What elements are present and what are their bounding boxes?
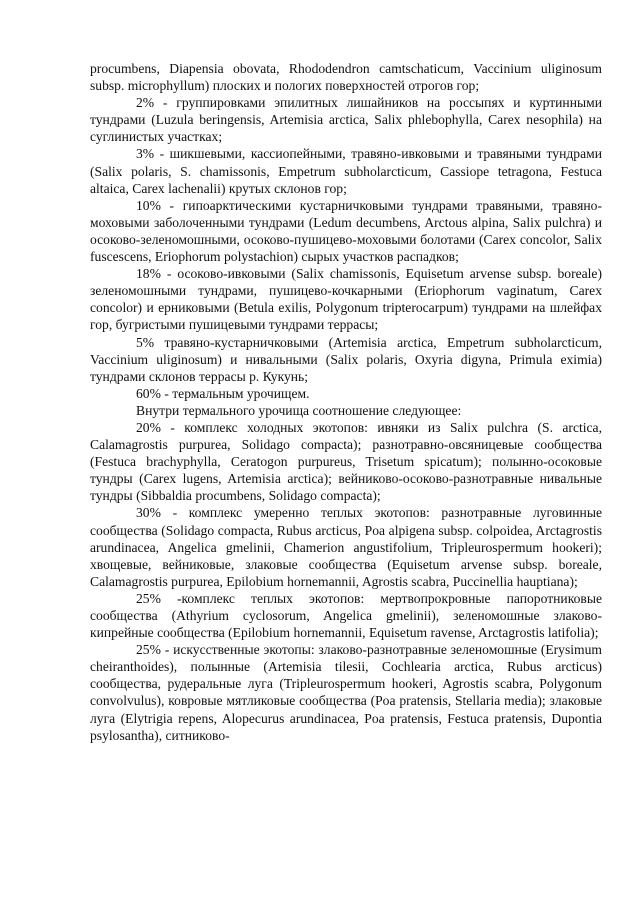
paragraph-cold-ecotopes: 20% - комплекс холодных экотопов: ивняки из Salix pulchra (S. arctica, Calamagrostis purpurea, Solidago compacta); разнотравно-овсяницевые сообщества (Festuca brachyphylla, Ceratogon purpureus, Trisetum spicatum); полынно-осоковые тундры (Carex lugens, Artemisia arctica); вейниково-осоково-разнотравные нивальные тундры (Sibbaldia procumbens, Solidago compacta);: [90, 419, 602, 504]
paragraph-artificial-ecotopes: 25% - искусственные экотопы: злаково-разнотравные зеленомошные (Erysimum cheiranthoides), полынные (Artemisia tilesii, Cochlearia arctica, Rubus arcticus) сообщества, рудеральные луга (Tripleurospermum hookeri, Agrostis scabra, Polygonum convolvulus), ковровые мятликовые сообщества (Poa pratensis, Stellaria media); злаковые луга (Elytrigia repens, Alopecurus arundinacea, Poa pratensis, Festuca pratensis, Dupontia psylosantha), ситниково-: [90, 642, 602, 743]
paragraph-thermal-intro: Внутри термального урочища соотношение следующее:: [136, 402, 462, 418]
paragraph-continuation: procumbens, Diapensia obovata, Rhododendron camtschaticum, Vaccinium uliginosum subsp. microphyllum) плоских и пологих поверхностей отрогов гор;: [90, 61, 602, 94]
paragraph-moderate-ecotopes: 30% - комплекс умеренно теплых экотопов: разнотравные луговинные сообщества (Solidago compacta, Rubus arcticus, Poa alpigena subsp. colpoidea, Arctagrostis arundinacea, Angelica gmelinii, Chamerion angustifolium, Tripleurospermum hookeri); хвощевые, вейниковые, злаковые сообщества (Equisetum arvense subsp. boreale, Calamagrostis purpurea, Epilobium hornemannii, Agrostis scabra, Puccinellia hauptiana);: [90, 505, 602, 589]
paragraph-10-percent: 10% - гипоарктическими кустарничковыми тундрами травяными, травяно-моховыми заболоченными тундрами (Ledum decumbens, Arctous alpina, Salix pulchra) и осоково-зеленомошными, осоково-пушицево-моховыми болотами (Carex concolor, Salix fuscescens, Eriophorum polystachion) сырых участков распадков;: [90, 197, 602, 265]
paragraph-warm-ecotopes: 25% -комплекс теплых экотопов: мертвопрокровные папоротниковые сообщества (Athyrium cyclosorum, Angelica gmelinii), зеленомошные злаково-кипрейные сообщества (Epilobium hornemannii, Equisetum ravense, Arctagrostis latifolia);: [90, 590, 602, 641]
paragraph-3-percent: 3% - шикшевыми, кассиопейными, травяно-ивковыми и травяными тундрами (Salix polaris, S. chamissonis, Empetrum subholarcticum, Cassiope tetragona, Festuca altaica, Carex lachenalii) крутых склонов гор;: [90, 146, 602, 196]
paragraph-5-percent: 5% травяно-кустарничковыми (Artemisia arctica, Empetrum subholarcticum, Vaccinium uliginosum) и нивальными (Salix polaris, Oxyria digyna, Primula eximia) тундрами склонов террасы р. Кукунь;: [90, 334, 602, 384]
paragraph-18-percent: 18% - осоково-ивковыми (Salix chamissonis, Equisetum arvense subsp. boreale) зеленомошными тундрами, пушицево-кочкарными (Eriophorum vaginatum, Carex concolor) и ерниковыми (Betula exilis, Polygonum tripterocarpum) тундрами на шлейфах гор, бугристыми пушицевыми тундрами террасы;: [90, 266, 602, 333]
document-page: [90, 60, 602, 744]
paragraph-2-percent: 2% - группировками эпилитных лишайников на россыпях и куртинными тундрами (Luzula beringensis, Artemisia arctica, Salix phlebophylla, Carex nesophila) на суглинистых участках;: [90, 95, 602, 145]
paragraph-60-percent: 60% - термальным урочищем.: [136, 385, 310, 401]
